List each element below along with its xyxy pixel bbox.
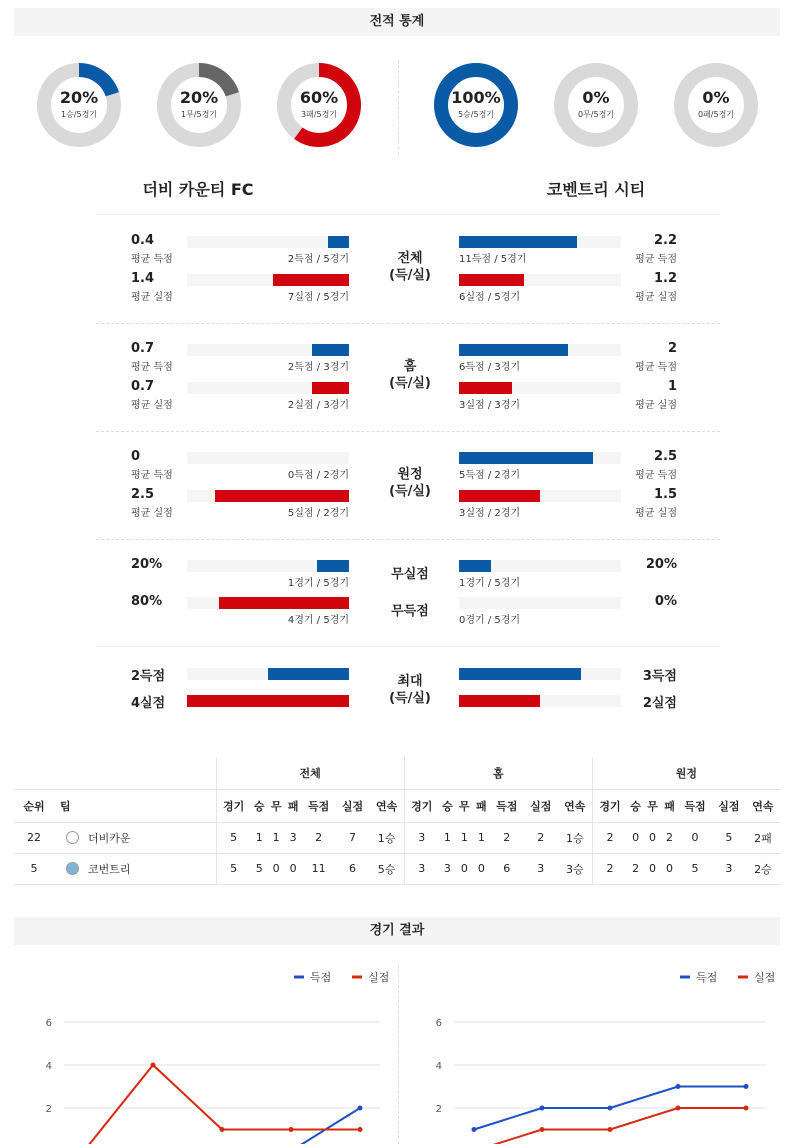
- away-clean-detail: 1경기 / 5경기: [459, 578, 521, 589]
- donut-caption: 0무/5경기: [577, 110, 615, 119]
- home-max-track: [187, 695, 349, 707]
- away-clean-value: 20%: [645, 557, 677, 572]
- away-stat-detail: 3실점 / 3경기: [459, 400, 521, 411]
- data-point: [676, 1084, 681, 1089]
- away-stat-value: 1: [667, 379, 677, 394]
- stat-cell: 0: [649, 862, 657, 875]
- away-team-name: 코벤트리 시티: [546, 180, 646, 199]
- home-stat-detail: 2득점 / 5경기: [287, 254, 349, 265]
- group-home: 홈: [404, 757, 592, 789]
- stat-category-sub: (득/실): [389, 376, 431, 391]
- home-stat-label: 평균 득점: [131, 254, 173, 265]
- col-header: 무: [270, 799, 282, 813]
- clean-category: 무득점: [391, 604, 429, 619]
- stat-cell: 0: [649, 831, 657, 844]
- stat-cell: 0: [666, 862, 674, 875]
- stat-cell: 3: [418, 862, 426, 875]
- data-point: [151, 1063, 156, 1068]
- stat-cell: 1: [255, 831, 263, 844]
- away-stat-detail: 6득점 / 3경기: [459, 362, 521, 373]
- col-header: 실점: [341, 799, 364, 813]
- home-stat-track: [187, 274, 349, 286]
- table-row: [14, 853, 780, 884]
- home-stat-detail: 2실점 / 3경기: [287, 400, 349, 411]
- col-header: 실점: [718, 799, 740, 813]
- home-stat-value: 0: [131, 449, 141, 464]
- stat-cell: 5: [255, 862, 263, 875]
- away-stat-label: 평균 득점: [635, 254, 677, 265]
- home-stat-bar: [215, 490, 349, 502]
- col-header: 패: [476, 799, 487, 813]
- home-stat-bar: [312, 382, 349, 394]
- home-stat-detail: 2득점 / 3경기: [287, 362, 349, 373]
- col-team: 팀: [54, 789, 216, 822]
- home-stat-track: [187, 236, 349, 248]
- stat-cell: 2: [315, 831, 323, 844]
- away-stat-value: 1.5: [653, 487, 677, 502]
- donut-caption: 1무/5경기: [180, 110, 218, 119]
- home-stat-detail: 0득점 / 2경기: [287, 470, 349, 481]
- stat-cell: 3: [537, 862, 545, 875]
- home-stat-track: [187, 382, 349, 394]
- stat-cell: 2: [666, 831, 674, 844]
- home-clean-track: [187, 597, 349, 609]
- stat-cell: 2승: [754, 862, 772, 876]
- away-results-chart: [404, 955, 780, 1144]
- home-donut-1: [36, 62, 122, 148]
- col-header: 무: [459, 799, 470, 813]
- team-rank: 5: [30, 862, 38, 875]
- data-point: [289, 1127, 294, 1132]
- home-clean-bar: [317, 560, 349, 572]
- home-stat-label: 평균 득점: [131, 470, 173, 481]
- legend-label: 득점: [310, 971, 332, 984]
- home-max-value: 4실점: [131, 696, 166, 711]
- stat-cell: 0: [691, 831, 699, 844]
- max-category-sub: (득/실): [389, 691, 431, 706]
- stat-cell: 1승: [369, 822, 404, 853]
- home-stat-value: 0.7: [131, 341, 155, 356]
- stat-cell: 5: [725, 831, 733, 844]
- away-stat-bar: [459, 382, 512, 394]
- donut-caption: 1승/5경기: [60, 110, 98, 119]
- team-divider: [398, 60, 399, 155]
- col-header: 패: [664, 799, 675, 813]
- donut-percent: 20%: [179, 88, 219, 107]
- col-header: 패: [287, 799, 299, 813]
- home-clean-bar: [219, 597, 349, 609]
- stat-cell: 11: [311, 862, 326, 875]
- donut-percent: 60%: [299, 88, 339, 107]
- stat-category-title: 홈: [403, 359, 417, 374]
- col-header: 득점: [307, 799, 330, 813]
- col-rank: 순위: [23, 799, 45, 813]
- series-line-conceded: [84, 1065, 360, 1144]
- away-max-bar: [459, 695, 540, 707]
- away-max-value: 2실점: [642, 696, 677, 711]
- away-stat-label: 평균 실점: [635, 508, 677, 519]
- home-stat-value: 0.7: [131, 379, 155, 394]
- series-line-scored: [84, 1108, 360, 1144]
- away-stat-bar: [459, 236, 577, 248]
- donut-caption: 5승/5경기: [457, 110, 495, 119]
- col-header: 연속: [558, 789, 593, 822]
- home-clean-detail: 4경기 / 5경기: [287, 615, 349, 626]
- away-donut-3: [673, 62, 759, 148]
- donut-caption: 0패/5경기: [697, 110, 735, 119]
- donut-percent: 20%: [59, 88, 99, 107]
- stat-cell: 0: [477, 862, 485, 875]
- max-category-title: 최대: [397, 674, 423, 689]
- stat-cell: 5: [230, 862, 238, 875]
- away-stat-label: 평균 실점: [635, 400, 677, 411]
- table-row: [14, 822, 780, 853]
- team-name: 더비카운: [88, 831, 131, 845]
- team-crest-icon: [66, 862, 79, 875]
- section-divider: [96, 431, 720, 432]
- stat-category-title: 원정: [397, 467, 423, 482]
- home-clean-value: 80%: [131, 594, 163, 609]
- col-header: 경기: [599, 799, 621, 813]
- away-clean-detail: 0경기 / 5경기: [459, 615, 521, 626]
- away-stat-bar: [459, 344, 568, 356]
- donut-percent: 0%: [702, 88, 730, 107]
- col-header: 득점: [496, 799, 518, 813]
- away-stat-value: 2.2: [653, 233, 677, 248]
- home-stat-value: 1.4: [131, 271, 155, 286]
- home-stat-track: [187, 344, 349, 356]
- data-point: [358, 1106, 363, 1111]
- col-header: 연속: [369, 789, 404, 822]
- stat-cell: 3: [725, 862, 733, 875]
- away-stat-label: 평균 실점: [635, 292, 677, 303]
- home-clean-detail: 1경기 / 5경기: [287, 578, 349, 589]
- stat-cell: 0: [272, 862, 280, 875]
- max-category: [370, 673, 450, 707]
- stat-category-sub: (득/실): [389, 484, 431, 499]
- stat-cell: 2: [606, 831, 614, 844]
- data-point: [220, 1127, 225, 1132]
- stat-cell: 3: [443, 862, 451, 875]
- section-divider: [96, 539, 720, 540]
- col-header: 실점: [530, 799, 552, 813]
- col-header: 승: [253, 799, 265, 813]
- section-divider: [96, 646, 720, 647]
- home-results-chart: [14, 955, 394, 1144]
- home-stat-value: 2.5: [131, 487, 155, 502]
- home-max-bar: [187, 695, 349, 707]
- home-stat-value: 0.4: [131, 233, 155, 248]
- home-stat-label: 평균 실점: [131, 400, 173, 411]
- data-point: [608, 1106, 613, 1111]
- away-stat-value: 2: [667, 341, 677, 356]
- stat-cell: 7: [349, 831, 356, 844]
- data-point: [472, 1127, 477, 1132]
- team-name: 코번트리: [88, 862, 131, 876]
- away-stat-detail: 3실점 / 2경기: [459, 508, 521, 519]
- home-stat-track: [187, 452, 349, 464]
- standings-table: [14, 757, 780, 885]
- data-point: [540, 1127, 545, 1132]
- home-stat-detail: 7실점 / 5경기: [287, 292, 349, 303]
- stat-cell: 1: [443, 831, 451, 844]
- stat-category: [370, 466, 450, 500]
- away-max-value: 3득점: [642, 669, 677, 684]
- col-header: 무: [647, 799, 658, 813]
- home-stat-bar: [273, 274, 349, 286]
- series-line-conceded: [474, 1108, 746, 1144]
- stat-cell: 1: [272, 831, 280, 844]
- home-max-value: 2득점: [131, 669, 166, 684]
- results-header: 경기 결과: [14, 917, 780, 945]
- group-all: 전체: [216, 757, 404, 789]
- team-crest-icon: [66, 831, 79, 844]
- data-point: [358, 1127, 363, 1132]
- donut-caption: 3패/5경기: [300, 110, 338, 119]
- section-divider: [96, 323, 720, 324]
- legend-label: 득점: [696, 971, 718, 984]
- home-max-track: [187, 668, 349, 680]
- stat-cell: 2: [503, 831, 511, 844]
- home-stat-label: 평균 실점: [131, 508, 173, 519]
- home-stat-detail: 5실점 / 2경기: [287, 508, 349, 519]
- clean-category: 무실점: [391, 567, 429, 582]
- away-max-bar: [459, 668, 581, 680]
- stat-cell: 5: [230, 831, 238, 844]
- away-stat-value: 1.2: [653, 271, 677, 286]
- stat-cell: 0: [460, 862, 468, 875]
- group-away: 원정: [675, 766, 698, 780]
- stat-cell: 6: [503, 862, 511, 875]
- y-tick-label: 4: [45, 1061, 52, 1072]
- stat-cell: 1: [460, 831, 468, 844]
- y-tick-label: 4: [435, 1061, 442, 1072]
- col-header: 연속: [752, 799, 774, 813]
- home-stat-label: 평균 득점: [131, 362, 173, 373]
- stat-cell: 2: [632, 862, 640, 875]
- stat-cell: 3승: [558, 853, 593, 884]
- col-header: 경기: [222, 799, 245, 813]
- data-point: [540, 1106, 545, 1111]
- away-stat-detail: 5득점 / 2경기: [459, 470, 521, 481]
- away-stat-bar: [459, 452, 593, 464]
- stat-category: [370, 250, 450, 284]
- stat-cell: 3: [418, 831, 426, 844]
- away-clean-bar: [459, 560, 491, 572]
- stats-header: 전적 통계: [14, 8, 780, 36]
- away-stat-detail: 11득점 / 5경기: [459, 254, 527, 265]
- stat-cell: 2: [537, 831, 545, 844]
- stat-category-sub: (득/실): [389, 268, 431, 283]
- team-cell: [54, 853, 216, 884]
- home-max-bar: [268, 668, 349, 680]
- away-clean-value: 0%: [654, 594, 677, 609]
- divider: [96, 214, 720, 215]
- away-stat-bar: [459, 490, 540, 502]
- data-point: [744, 1106, 749, 1111]
- home-stat-bar: [328, 236, 349, 248]
- stat-cell: 0: [632, 831, 640, 844]
- team-rank: 22: [27, 831, 41, 844]
- stat-category: [370, 358, 450, 392]
- home-donut-2: [156, 62, 242, 148]
- donut-percent: 0%: [582, 88, 610, 107]
- home-stat-label: 평균 실점: [131, 292, 173, 303]
- stat-cell: 5: [691, 862, 699, 875]
- home-stat-bar: [312, 344, 349, 356]
- stat-category-title: 전체: [397, 251, 423, 266]
- home-team-name: 더비 카운티 FC: [142, 180, 254, 199]
- away-donut-2: [553, 62, 639, 148]
- col-header: 경기: [411, 799, 433, 813]
- chart-divider: [398, 965, 399, 1144]
- donut-percent: 100%: [451, 88, 501, 107]
- data-point: [608, 1127, 613, 1132]
- y-tick-label: 2: [45, 1104, 52, 1115]
- away-stat-value: 2.5: [653, 449, 677, 464]
- stat-cell: 1: [477, 831, 485, 844]
- home-clean-track: [187, 560, 349, 572]
- home-donut-3: [276, 62, 362, 148]
- legend-label: 실점: [754, 971, 776, 984]
- stat-cell: 2: [606, 862, 614, 875]
- away-stat-bar: [459, 274, 524, 286]
- away-stat-label: 평균 득점: [635, 470, 677, 481]
- data-point: [676, 1106, 681, 1111]
- stat-cell: 3: [289, 831, 297, 844]
- stat-cell: 1승: [558, 822, 593, 853]
- stat-cell: 6: [349, 862, 356, 875]
- y-tick-label: 6: [435, 1018, 442, 1029]
- away-stat-label: 평균 득점: [635, 362, 677, 373]
- col-header: 승: [442, 799, 453, 813]
- col-header: 승: [630, 799, 641, 813]
- y-tick-label: 6: [45, 1018, 52, 1029]
- team-cell: [54, 822, 216, 853]
- data-point: [744, 1084, 749, 1089]
- away-donut-1: [433, 62, 519, 148]
- stat-cell: 2패: [754, 831, 772, 845]
- stat-cell: 0: [289, 862, 297, 875]
- home-stat-track: [187, 490, 349, 502]
- away-stat-detail: 6실점 / 5경기: [459, 292, 521, 303]
- y-tick-label: 2: [435, 1104, 442, 1115]
- home-clean-value: 20%: [131, 557, 163, 572]
- legend-label: 실점: [368, 971, 390, 984]
- col-header: 득점: [684, 799, 706, 813]
- stat-cell: 5승: [369, 853, 404, 884]
